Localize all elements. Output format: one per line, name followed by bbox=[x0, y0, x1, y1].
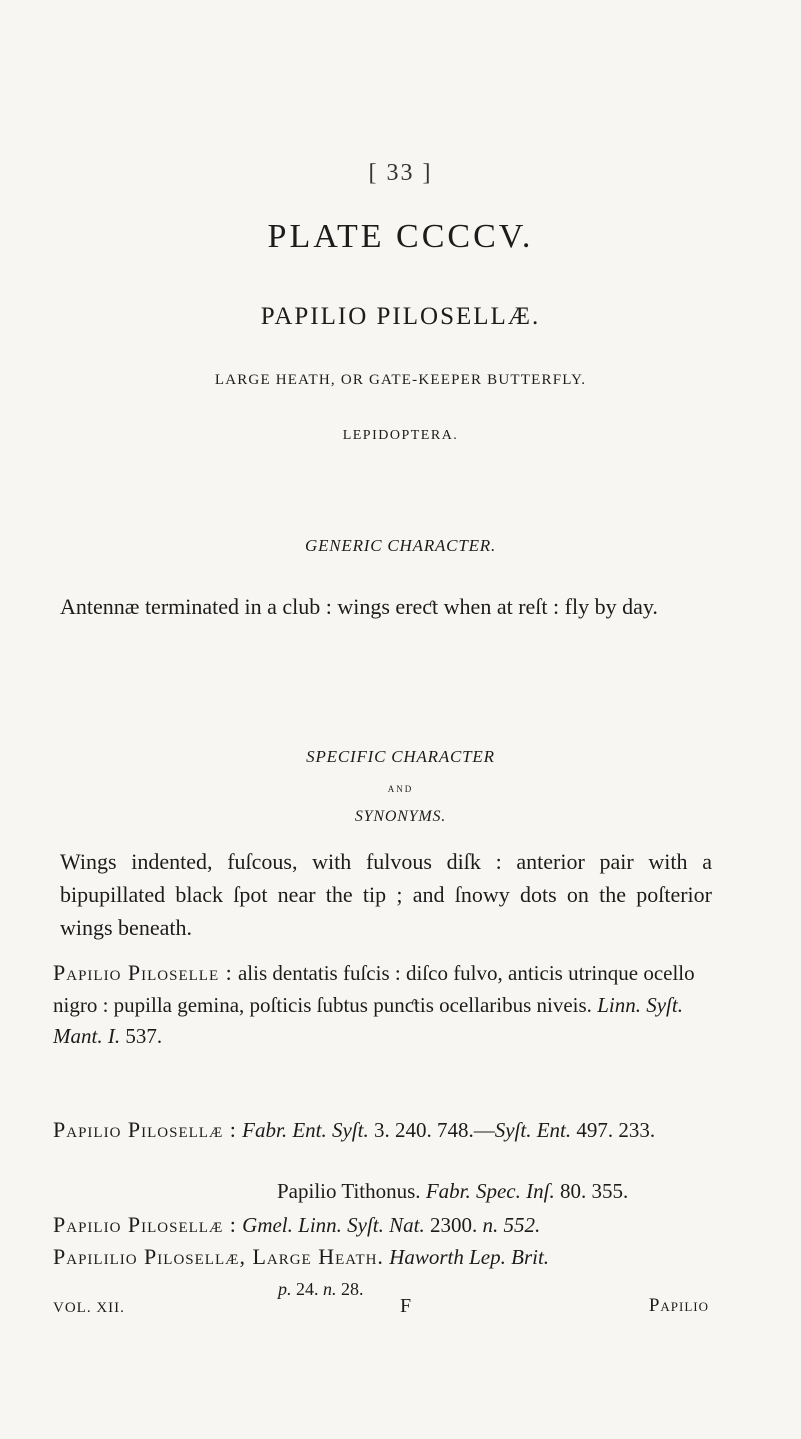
number-abbrev: n. bbox=[323, 1278, 337, 1299]
synonym-reference: Haworth Lep. Brit. bbox=[389, 1245, 550, 1269]
synonym-entry bbox=[53, 957, 712, 1053]
synonym-text: alis dentatis fuſcis : diſco fulvo, anticis utrinque ocello nigro : pupilla gemina, poſticis ſubtus punƈtis ocellaribus niveis. bbox=[53, 961, 695, 1017]
synonym-name: Papilio Pilosellæ : bbox=[53, 1117, 237, 1142]
synonym-entry bbox=[53, 1241, 712, 1305]
specific-character-heading: SPECIFIC CHARACTER bbox=[306, 747, 495, 766]
synonym-entry bbox=[53, 1209, 712, 1242]
and-word: AND bbox=[387, 784, 414, 794]
synonym-reference-number: 80. 355. bbox=[559, 1179, 629, 1203]
generic-character-text: Antennæ terminated in a club : wings ereƈt when at reſt : fly by day. bbox=[60, 594, 658, 619]
synonym-reference-2: Syſt. Ent. bbox=[494, 1118, 572, 1142]
synonym-reference: Fabr. Ent. Syſt. bbox=[242, 1118, 369, 1142]
synonym-reference: Gmel. Linn. Syſt. Nat. bbox=[242, 1213, 425, 1237]
synonym-name: Papilio Tithonus. bbox=[277, 1179, 421, 1203]
synonym-reference-number: 537. bbox=[125, 1024, 163, 1048]
synonym-reference: Linn. Syſt. Mant. I. bbox=[53, 992, 683, 1048]
signature-mark: F bbox=[400, 1295, 412, 1317]
order-name: LEPIDOPTERA. bbox=[342, 428, 459, 443]
synonym-reference-number: 3. 240. 748.— bbox=[373, 1118, 495, 1142]
synonym-reference: Fabr. Spec. Inſ. bbox=[425, 1179, 555, 1203]
synonyms-heading: SYNONYMS. bbox=[354, 808, 447, 825]
synonym-reference-number: 2300. bbox=[430, 1213, 478, 1237]
synonym-name: Papilio Piloselle : bbox=[53, 960, 233, 985]
synonym-reference-2: n. 552. bbox=[482, 1213, 541, 1237]
species-title: PAPILIO PILOSELLÆ. bbox=[260, 303, 541, 330]
synonym-name: Papililio Pilosellæ, Large Heath. bbox=[53, 1244, 384, 1269]
synonym-reference-continuation bbox=[53, 1274, 712, 1306]
page-number: [ 33 ] bbox=[368, 160, 433, 186]
page-number-ref: 24. bbox=[296, 1278, 319, 1299]
number-ref: 28. bbox=[341, 1278, 364, 1299]
synonym-entry bbox=[53, 1114, 712, 1147]
common-name: LARGE HEATH, OR GATE-KEEPER BUTTERFLY. bbox=[214, 372, 587, 388]
synonym-reference-2-number: 497. 233. bbox=[576, 1118, 656, 1142]
synonym-entry bbox=[53, 1176, 712, 1208]
synonym-name: Papilio Pilosellæ : bbox=[53, 1212, 237, 1237]
plate-title: PLATE CCCCV. bbox=[267, 218, 534, 255]
volume-footer: VOL. XII. bbox=[53, 1300, 125, 1316]
page-abbrev: p. bbox=[278, 1278, 292, 1299]
catchword: Papilio bbox=[648, 1295, 709, 1316]
generic-character-heading: GENERIC CHARACTER. bbox=[305, 536, 496, 555]
specific-character-text: Wings indented, fuſcous, with fulvous diſk : anterior pair with a bipupillated black ſpot near the tip ; and ſnowy dots on the poſterior wings beneath. bbox=[60, 849, 712, 940]
